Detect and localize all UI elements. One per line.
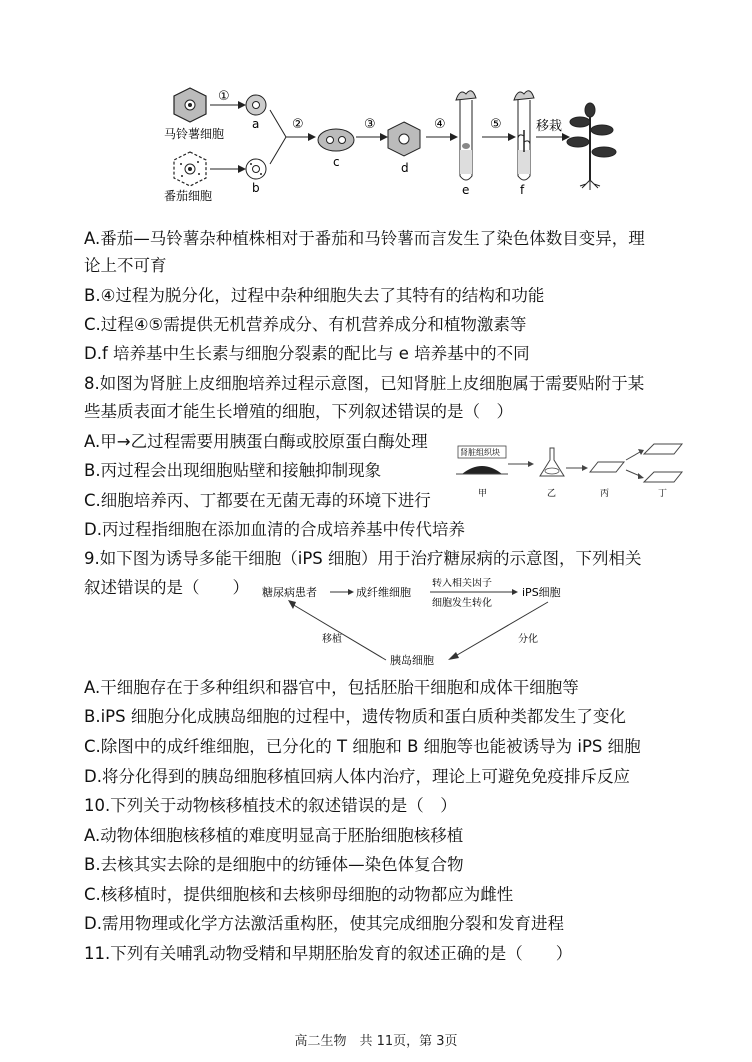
step-3: ③ bbox=[364, 117, 376, 132]
q8-stem-line2: 些基质表面才能生长增殖的细胞，下列叙述错误的是（ ） bbox=[84, 402, 513, 421]
letter-c: c bbox=[333, 155, 340, 169]
kidney-tissue-label: 肾脏组织块 bbox=[460, 448, 500, 457]
letter-d: d bbox=[401, 161, 409, 175]
culture-bottle-icon bbox=[590, 462, 624, 472]
fig-label-bing: 丙 bbox=[600, 489, 610, 499]
q10-option-c: C.核移植时，提供细胞核和去核卵母细胞的动物都应为雌性 bbox=[84, 885, 514, 904]
q10-option-a: A.动物体细胞核移植的难度明显高于胚胎细胞核移植 bbox=[84, 826, 464, 845]
q8-option-a: A.甲→乙过程需要用胰蛋白酶或胶原蛋白酶处理 bbox=[84, 432, 428, 451]
subculture-bottle-1-icon bbox=[644, 444, 682, 454]
q9-option-b: B.iPS 细胞分化成胰岛细胞的过程中，遗传物质和蛋白质种类都发生了变化 bbox=[84, 707, 626, 726]
test-tube-f-icon bbox=[514, 91, 534, 180]
q8-option-b: B.丙过程会出现细胞贴壁和接触抑制现象 bbox=[84, 461, 382, 480]
fig-transplant-label: 移植 bbox=[322, 634, 342, 645]
fig-fibroblast-label: 成纤维细胞 bbox=[356, 586, 411, 599]
fig-label-jia: 甲 bbox=[478, 489, 488, 499]
plant-icon bbox=[567, 103, 616, 190]
q9-stem-line1: 9.如下图为诱导多能干细胞（iPS 细胞）用于治疗糖尿病的示意图，下列相关 bbox=[84, 549, 642, 568]
fig-ips-label: iPS细胞 bbox=[522, 586, 561, 599]
letter-b: b bbox=[252, 181, 260, 195]
step-4: ④ bbox=[434, 117, 446, 132]
q8-stem-line1: 8.如图为肾脏上皮细胞培养过程示意图，已知肾脏上皮细胞属于需要贴附于某 bbox=[84, 374, 645, 393]
q8-option-c: C.细胞培养丙、丁都要在无菌无毒的环境下进行 bbox=[84, 491, 431, 510]
q9-stem-line2: 叙述错误的是（ ） bbox=[84, 578, 249, 597]
transplant-label: 移栽 bbox=[536, 119, 563, 134]
q7-option-b: B.④过程为脱分化，过程中杂种细胞失去了其特有的结构和功能 bbox=[84, 286, 545, 305]
q7-option-d: D.f 培养基中生长素与细胞分裂素的配比与 e 培养基中的不同 bbox=[84, 344, 530, 363]
fig-arrow-bottom-label: 细胞发生转化 bbox=[432, 598, 492, 609]
q10-option-d: D.需用物理或化学方法激活重构胚，使其完成细胞分裂和发育进程 bbox=[84, 914, 564, 933]
q9-option-d: D.将分化得到的胰岛细胞移植回病人体内治疗，理论上可避免免疫排斥反应 bbox=[84, 767, 630, 786]
fused-cell-c-icon bbox=[318, 129, 354, 151]
potato-cell-label: 马铃薯细胞 bbox=[164, 127, 225, 141]
fig-label-ding: 丁 bbox=[658, 489, 668, 499]
q9-option-a: A.干细胞存在于多种组织和器官中，包括胚胎干细胞和成体干细胞等 bbox=[84, 678, 579, 697]
page-footer: 高二生物 共 11页，第 3页 bbox=[294, 1034, 458, 1049]
letter-a: a bbox=[252, 117, 260, 131]
step-2: ② bbox=[292, 117, 304, 132]
q9-option-c: C.除图中的成纤维细胞，已分化的 T 细胞和 B 细胞等也能被诱导为 iPS 细胞 bbox=[84, 737, 641, 756]
tomato-cell-label: 番茄细胞 bbox=[164, 189, 213, 203]
q11-stem: 11.下列有关哺乳动物受精和早期胚胎发育的叙述正确的是（ ） bbox=[84, 944, 573, 963]
step-5: ⑤ bbox=[490, 117, 502, 132]
q8-option-d: D.丙过程指细胞在添加血清的合成培养基中传代培养 bbox=[84, 520, 465, 539]
q7-option-a-line2: 论上不可育 bbox=[84, 256, 167, 275]
fig-patient-label: 糖尿病患者 bbox=[262, 586, 317, 599]
fig-arrow-top-label: 转入相关因子 bbox=[432, 578, 492, 589]
q7-option-a-line1: A.番茄—马铃薯杂种植株相对于番茄和马铃薯而言发生了染色体数目变异，理 bbox=[84, 229, 645, 248]
fig-kidney-cell-culture bbox=[448, 438, 688, 504]
q10-option-b: B.去核其实去除的是细胞中的纺锤体—染色体复合物 bbox=[84, 855, 464, 874]
q10-stem: 10.下列关于动物核移植技术的叙述错误的是（ ） bbox=[84, 796, 457, 815]
fig-label-yi: 乙 bbox=[547, 489, 557, 499]
fig-differentiate-label: 分化 bbox=[518, 634, 538, 645]
subculture-bottle-2-icon bbox=[644, 472, 682, 482]
letter-f: f bbox=[520, 183, 525, 197]
tissue-block-icon bbox=[462, 466, 502, 474]
letter-e: e bbox=[462, 183, 470, 197]
step-1: ① bbox=[218, 89, 230, 104]
fig-somatic-hybridization bbox=[150, 80, 620, 210]
q7-option-c: C.过程④⑤需提供无机营养成分、有机营养成分和植物激素等 bbox=[84, 315, 527, 334]
fig-ips-therapy bbox=[256, 578, 616, 670]
test-tube-e-icon bbox=[456, 91, 476, 180]
fig-islet-label: 胰岛细胞 bbox=[390, 654, 434, 667]
